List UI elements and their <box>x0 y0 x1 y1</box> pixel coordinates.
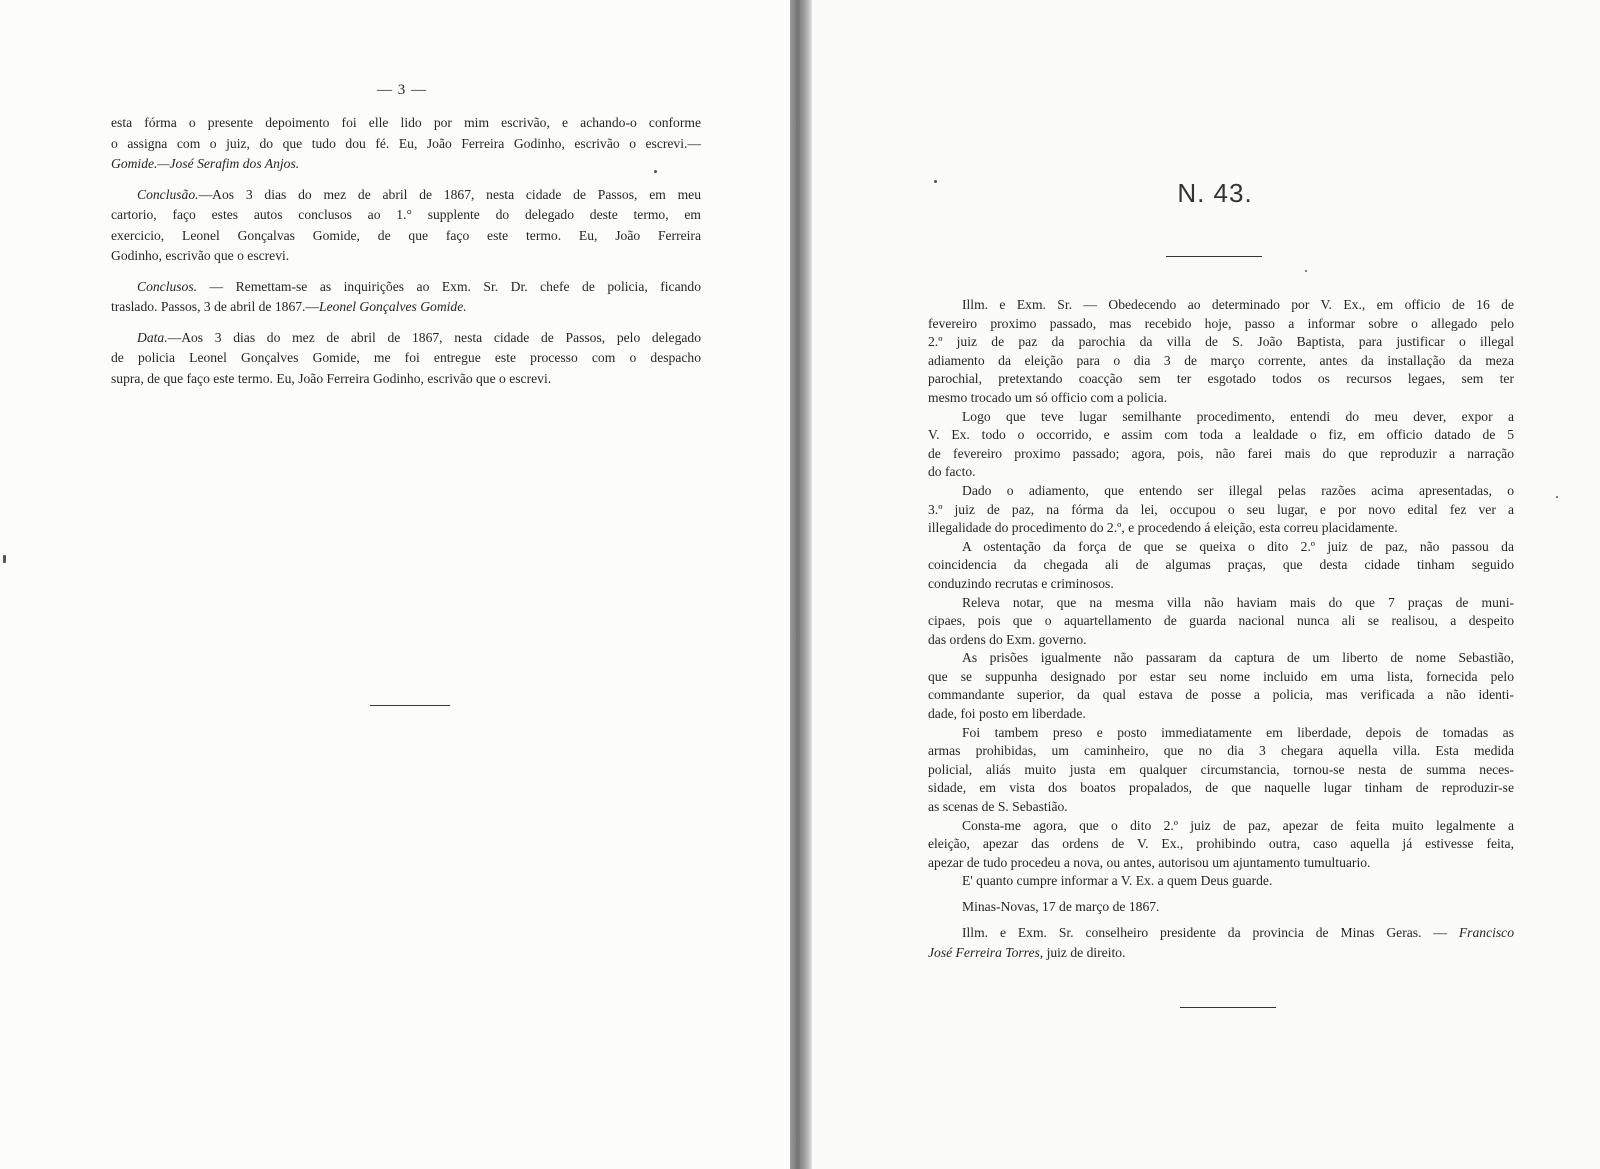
signature-text: Leonel Gonçalves Gomide. <box>319 299 467 314</box>
signature-text: José Ferreira Torres, <box>928 945 1044 960</box>
text-line: parochial, pretextando coacção sem ter esgotado todos os recursos legaes, sem ter <box>928 371 1514 387</box>
label-conclusos: Conclusos. <box>137 278 198 294</box>
text-line: exercicio, Leonel Gonçalvas Gomide, de que faço este termo. Eu, João Ferreira <box>111 227 701 243</box>
header-rule <box>1166 256 1262 257</box>
text-span: traslado. Passos, 3 de abril de 1867.— <box>111 299 320 314</box>
paper-speck <box>654 170 657 173</box>
text-line: Godinho, escrivão que o escrevi. <box>111 248 290 263</box>
text-line: supra, de que faço este termo. Eu, João Ferreira Godinho, escrivão que o escrevi. <box>111 370 552 386</box>
paragraph <box>928 649 1514 723</box>
paragraph <box>928 538 1514 594</box>
section-rule <box>370 705 450 706</box>
text-line: Illm. e Exm. Sr. — Obedecendo ao determinado por V. Ex., em officio de 16 de <box>962 297 1514 312</box>
paper-speck <box>934 180 937 183</box>
paragraph <box>928 872 1514 891</box>
paragraph <box>928 817 1514 873</box>
text-line <box>111 328 701 349</box>
text-line: apezar de tudo procedeu a nova, ou antes, autorisou um ajuntamento tumultuario. <box>928 854 1371 870</box>
text-line <box>111 277 701 298</box>
paragraph <box>928 482 1514 538</box>
paragraph-deposition-close <box>111 113 701 175</box>
text-line: 2.º juiz de paz da parochia da villa de S. João Baptista, para justificar o illegal <box>928 334 1514 350</box>
text-span: —Aos 3 dias do mez de abril de 1867, nesta cidade de Passos, em meu <box>198 186 701 202</box>
text-line: sidade, em vista dos boatos propalados, de que naquelle lugar tinham de reproduzir-se <box>928 780 1514 796</box>
text-line: das ordens do Exm. governo. <box>928 631 1087 647</box>
page-number: — 3 — <box>377 82 427 98</box>
text-line: Foi tambem preso e posto immediatamente em liberdade, depois de tomadas as <box>962 724 1514 740</box>
text-line: adiamento da eleição para o dia 3 de março corrente, antes da installação da meza <box>928 352 1514 368</box>
gutter-shadow <box>796 0 800 1169</box>
label-data: Data. <box>137 329 168 345</box>
paragraph <box>928 594 1514 650</box>
text-line: armas prohibidas, um caminheiro, que no dia 3 chegara aquella villa. Esta medida <box>928 743 1514 759</box>
book-gutter <box>790 0 812 1169</box>
paragraph-conclusao <box>111 185 701 267</box>
paper-speck <box>3 555 6 563</box>
paragraph <box>928 408 1514 482</box>
text-line: Releva notar, que na mesma villa não haviam mais do que 7 praças de muni- <box>962 594 1514 610</box>
text-span: — Remettam-se as inquirições ao Exm. Sr. Dr. chefe de policia, ficando <box>197 278 701 294</box>
text-line: eleição, apezar das ordens de V. Ex., prohibindo outra, caso aquella já estivesse feita, <box>928 836 1514 852</box>
addressee-signature <box>928 923 1514 963</box>
text-line: de policia Leonel Gonçalves Gomide, me foi entregue este processo com o despacho <box>111 350 701 365</box>
text-line: que se suppunha designado por estar seu nome incluido em uma lista, fornecida pelo <box>928 668 1514 684</box>
text-line: A ostentação da força de que se queixa o dito 2.º juiz de paz, não passou da <box>962 538 1514 554</box>
text-line <box>928 923 1514 943</box>
signature-text: Gomide.—José Serafim dos Anjos. <box>111 156 300 171</box>
text-line: E' quanto cumpre informar a V. Ex. a quem Deus guarde. <box>962 873 1273 889</box>
paragraph <box>928 724 1514 817</box>
text-line: Consta-me agora, que o dito 2.º juiz de paz, apezar de feita muito legalmente a <box>962 817 1514 833</box>
text-line: mesmo trocado um só officio com a policia. <box>928 389 1168 405</box>
text-line <box>111 297 701 318</box>
text-line <box>111 185 701 206</box>
text-line: do facto. <box>928 464 976 480</box>
text-line: As prisões igualmente não passaram da captura de um liberto de nome Sebastião, <box>962 650 1514 666</box>
text-line: fevereiro proximo passado, mas recebido hoje, passo a informar sobre o allegado pelo <box>928 315 1514 331</box>
label-conclusao: Conclusão. <box>137 186 199 202</box>
right-page-text <box>928 296 1514 963</box>
text-line: o assigna com o juiz, do que tudo dou fé. Eu, João Ferreira Godinho, escrivão o escrevi.— <box>111 135 701 151</box>
text-line: dade, foi posto em liberdade. <box>928 706 1086 722</box>
text-line: esta fórma o presente depoimento foi elle lido por mim escrivão, e achando-o conforme <box>111 115 701 130</box>
paragraph-conclusos <box>111 277 701 318</box>
signature-line <box>111 154 701 175</box>
text-line: V. Ex. todo o occorrido, e assim com toda a lealdade o fiz, em officio datado de 5 <box>928 427 1514 443</box>
text-line <box>928 943 1514 963</box>
text-line: cartorio, faço estes autos conclusos ao 1.° supplente do delegado deste termo, em <box>111 207 701 222</box>
paragraph-data <box>111 328 701 390</box>
text-line: as scenas de S. Sebastião. <box>928 799 1068 815</box>
footer-rule <box>1180 1007 1276 1008</box>
text-line: 3.º juiz de paz, na fórma da lei, occupou o seu lugar, e por novo edital fez ver a <box>928 501 1514 517</box>
left-page-text <box>111 113 701 399</box>
text-span: juiz de direito. <box>1043 945 1126 960</box>
left-page <box>0 0 790 1169</box>
text-line: cipaes, pois que o aquartellamento de guarda nacional nunca ali se realisou, a despeito <box>928 613 1514 629</box>
text-span: Illm. e Exm. Sr. conselheiro presidente da provincia de Minas Geras. — <box>962 925 1447 940</box>
text-line: commandante superior, da qual estava de posse a policia, mas verificada a não identi- <box>928 687 1514 703</box>
text-line: Logo que teve lugar semilhante procedimento, entendi do meu dever, expor a <box>962 408 1514 424</box>
text-line: coincidencia da chegada ali de algumas praças, que desta cidade tinham seguido <box>928 557 1514 573</box>
text-line: Dado o adiamento, que entendo ser illegal pelas razões acima apresentadas, o <box>962 482 1514 498</box>
paragraph <box>928 296 1514 408</box>
text-line: illegalidade do procedimento do 2.º, e procedendo á eleição, esta correu placidamente. <box>928 520 1398 536</box>
date-line: Minas-Novas, 17 de março de 1867. <box>962 899 1160 914</box>
text-line: conduzindo recrutas e criminosos. <box>928 575 1114 591</box>
document-number: N. 43. <box>1177 178 1253 208</box>
paper-speck <box>1556 496 1558 498</box>
text-span: —Aos 3 dias do mez de abril de 1867, nesta cidade de Passos, pelo delegado <box>167 329 701 345</box>
paper-speck <box>1305 270 1307 272</box>
text-line: policial, aliás muito justa em qualquer circumstancia, tornou-se nesta de summa neces- <box>928 761 1514 777</box>
text-line: de fevereiro proximo passado; agora, pois, não farei mais do que reproduzir a narração <box>928 445 1514 461</box>
signature-text: Francisco <box>1458 925 1514 940</box>
